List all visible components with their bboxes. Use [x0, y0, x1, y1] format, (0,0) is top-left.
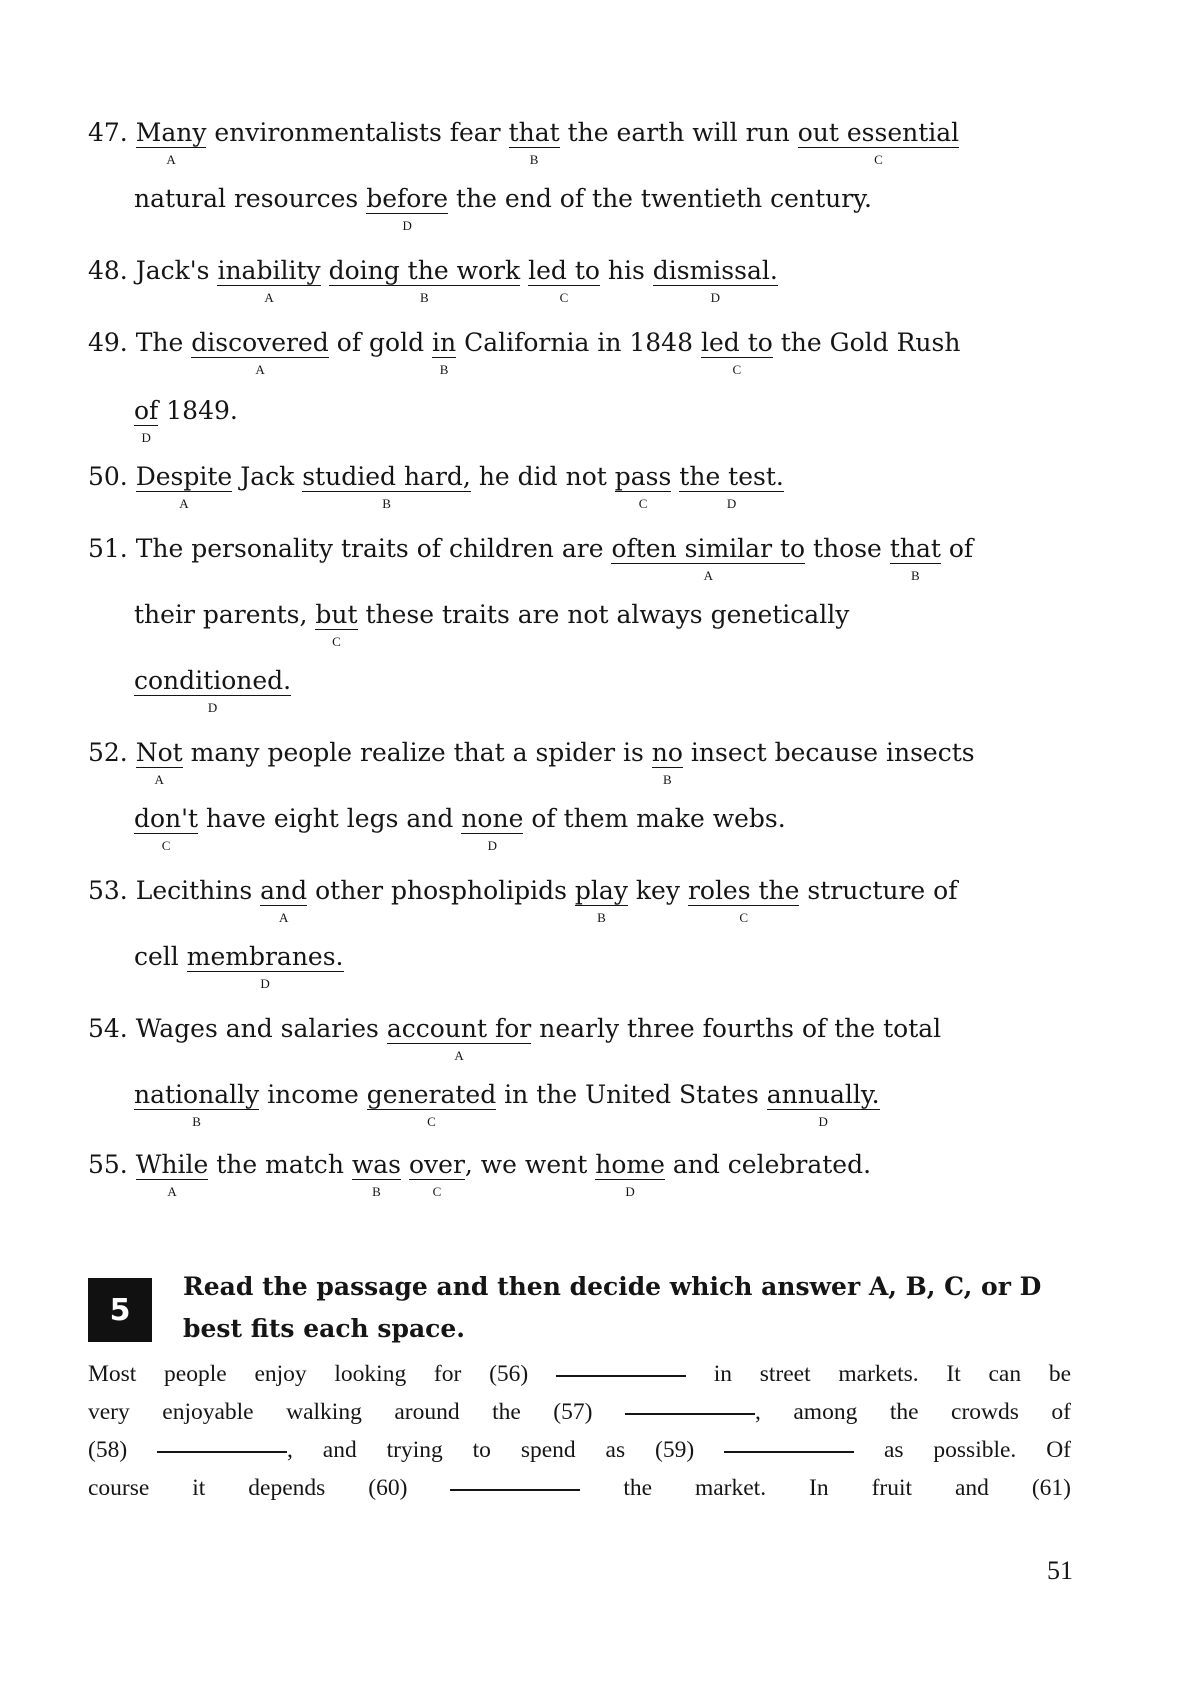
option-b[interactable]: doing the work B [328, 256, 521, 305]
question-53: 53. Lecithins and A other phospholipids play B key roles the C structure of [88, 876, 958, 925]
question-47-cont: natural resources before D the end of the twentieth century. [134, 184, 872, 233]
blank-57[interactable] [625, 1412, 755, 1415]
option-c[interactable]: pass C [614, 462, 672, 511]
option-a[interactable]: While A [135, 1150, 209, 1199]
passage-line: Most people enjoy looking for (56) in street markets. It can be [88, 1361, 1072, 1387]
question-number: 53. [88, 876, 128, 905]
option-a[interactable]: and A [260, 876, 308, 925]
option-c[interactable]: roles the C [687, 876, 800, 925]
blank-58[interactable] [157, 1450, 287, 1453]
option-c[interactable]: led to C [700, 328, 773, 377]
option-d[interactable]: of D [134, 396, 159, 445]
blank-60[interactable] [450, 1488, 580, 1491]
option-a[interactable]: Not A [135, 738, 183, 787]
question-number: 50. [88, 462, 128, 491]
option-a[interactable]: account for A [386, 1014, 532, 1063]
question-51-cont: their parents, but C these traits are not always genetically [134, 600, 850, 649]
option-a[interactable]: inability A [217, 256, 321, 305]
question-number: 51. [88, 534, 128, 563]
option-b[interactable]: was B [351, 1150, 402, 1199]
option-a[interactable]: Many A [135, 118, 207, 167]
question-47: 47. Many A environmentalists fear that B the earth will run out essential C [88, 118, 960, 167]
option-d[interactable]: dismissal. D [652, 256, 778, 305]
option-b[interactable]: that B [889, 534, 941, 583]
page-number: 51 [1047, 1556, 1073, 1585]
question-number: 47. [88, 118, 128, 147]
option-c[interactable]: generated C [366, 1080, 497, 1129]
option-b[interactable]: that B [508, 118, 560, 167]
question-55: 55. While A the match was B over C , we went home D and celebrated. [88, 1150, 872, 1199]
option-c[interactable]: out essential C [797, 118, 960, 167]
section-number-badge: 5 [88, 1278, 152, 1342]
blank-56[interactable] [556, 1374, 686, 1377]
blank-59[interactable] [724, 1450, 854, 1453]
option-d[interactable]: none D [461, 804, 524, 853]
option-b[interactable]: in B [432, 328, 457, 377]
section-instruction: Read the passage and then decide which answer A, B, C, or D best fits each space. [183, 1272, 1042, 1343]
passage-line: course it depends (60) the market. In fruit and (61) [88, 1475, 1072, 1501]
option-b[interactable]: studied hard, B [302, 462, 471, 511]
option-c[interactable]: but C [315, 600, 358, 649]
option-b[interactable]: no B [651, 738, 683, 787]
question-52-cont: don't C have eight legs and none D of them make webs. [134, 804, 786, 853]
option-a[interactable]: Despite A [135, 462, 233, 511]
passage-line: very enjoyable walking around the (57) , among the crowds of [88, 1399, 1072, 1425]
option-d[interactable]: home D [595, 1150, 665, 1199]
option-a[interactable]: often similar to A [611, 534, 806, 583]
question-48: 48. Jack's inability A doing the work B led to C his dismissal. D [88, 256, 778, 305]
option-d[interactable]: before D [366, 184, 449, 233]
question-49-cont: of D 1849. [134, 396, 238, 445]
question-49: 49. The discovered A of gold in B California in 1848 led to C the Gold Rush [88, 328, 961, 377]
option-c[interactable]: don't C [134, 804, 199, 853]
passage-line: (58) , and trying to spend as (59) as possible. Of [88, 1437, 1071, 1463]
option-b[interactable]: play B [574, 876, 628, 925]
question-51: 51. The personality traits of children are often similar to A those that B of [88, 534, 974, 583]
question-52: 52. Not A many people realize that a spider is no B insect because insects [88, 738, 975, 787]
option-d[interactable]: the test. D [679, 462, 784, 511]
question-54-cont: nationally B income generated C in the United States annually. D [134, 1080, 880, 1129]
option-d[interactable]: annually. D [766, 1080, 880, 1129]
option-c[interactable]: led to C [528, 256, 600, 305]
question-number: 48. [88, 256, 128, 285]
question-53-cont: cell membranes. D [134, 942, 344, 991]
option-c[interactable]: over C [408, 1150, 465, 1199]
question-50: 50. Despite A Jack studied hard, B he did not pass C the test. D [88, 462, 784, 511]
question-number: 54. [88, 1014, 128, 1043]
question-number: 49. [88, 328, 128, 357]
option-b[interactable]: nationally B [134, 1080, 260, 1129]
question-number: 52. [88, 738, 128, 767]
option-a[interactable]: discovered A [191, 328, 329, 377]
question-54: 54. Wages and salaries account for A nearly three fourths of the total [88, 1014, 942, 1063]
question-51-cont2 [134, 666, 1131, 715]
option-d[interactable]: conditioned. D [134, 666, 292, 715]
passage [88, 1355, 1071, 1507]
option-d[interactable]: membranes. D [186, 942, 344, 991]
question-number: 55. [88, 1150, 128, 1179]
